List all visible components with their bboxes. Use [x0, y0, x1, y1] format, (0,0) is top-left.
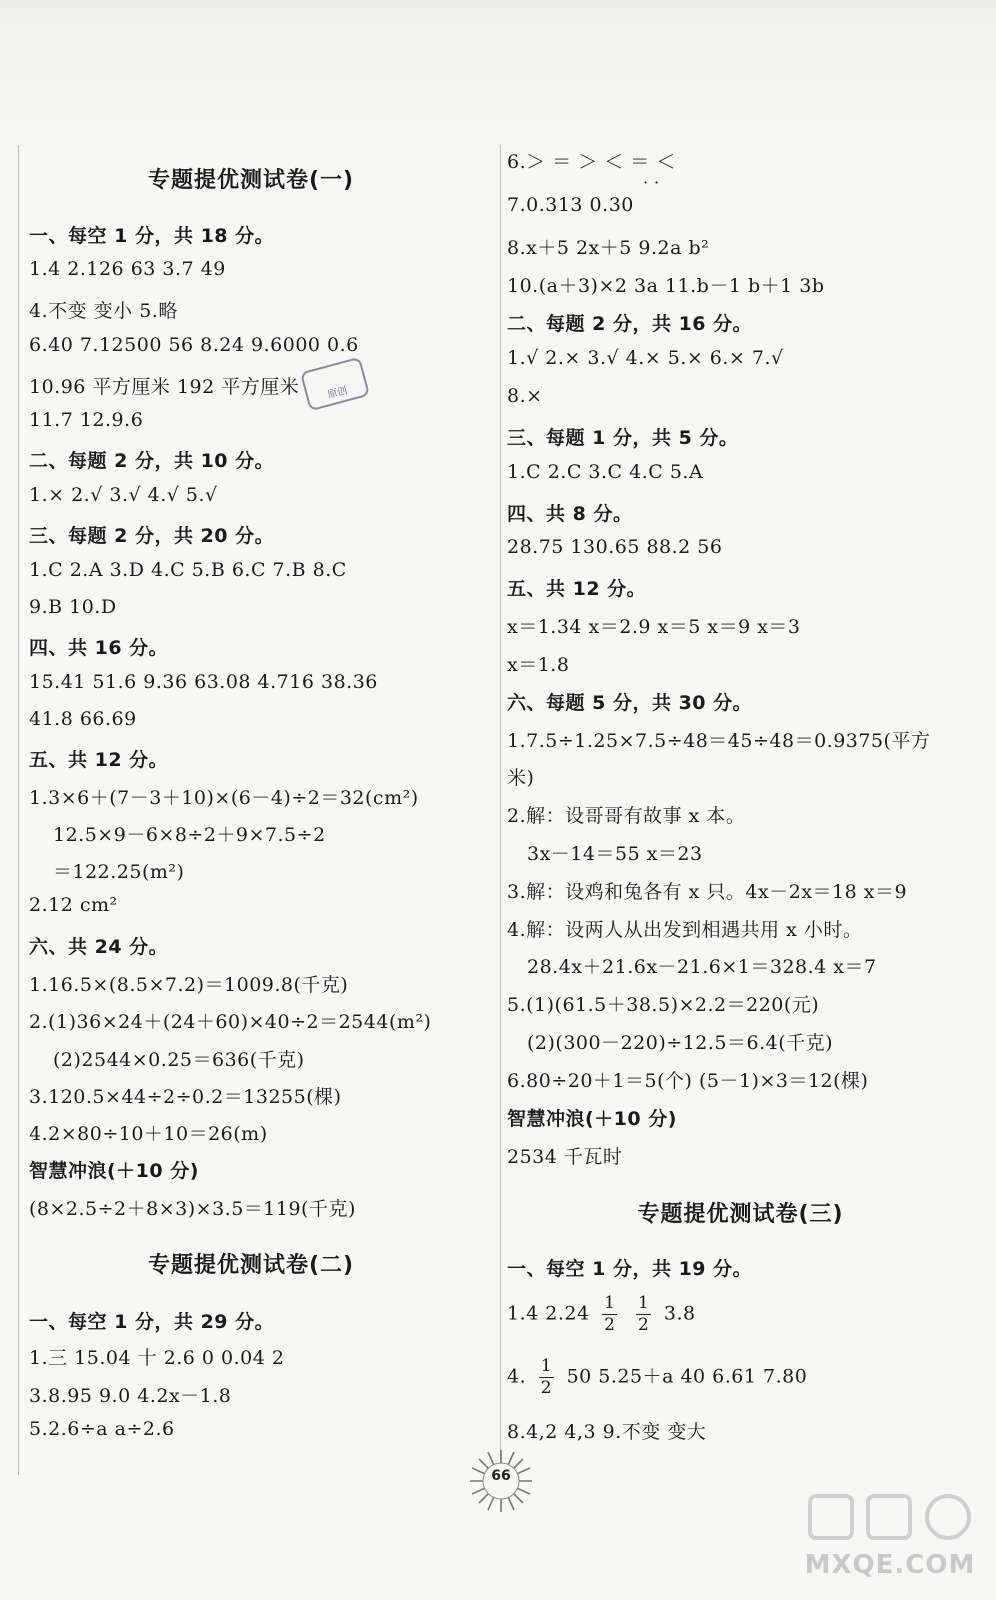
fraction: $\frac{1}{2}$	[637, 1293, 650, 1335]
heading-part6: 六、共 24 分。	[29, 936, 169, 958]
watermark-logo	[790, 1490, 990, 1595]
heading-part3: 三、每题 1 分，共 5 分。	[507, 427, 739, 449]
answer-line: 1.C 2.C 3.C 4.C 5.A	[507, 461, 704, 483]
answer-line: (2)2544×0.25＝636(千克)	[53, 1049, 305, 1071]
watermark-icon	[790, 1490, 990, 1550]
answer-line: 4.2×80÷10＋10＝26(m)	[29, 1123, 268, 1145]
answer-line-with-fractions: 1.4 2.24 $\frac{1}{2}$ $\frac{1}{2}$ 3.8	[507, 1293, 696, 1335]
section-title-2: 专题提优测试卷(二)	[147, 1253, 355, 1278]
answer-line: 1.4 2.126 63 3.7 49	[29, 258, 226, 280]
answer-line: 米)	[507, 767, 535, 789]
answer-line: 1.× 2.√ 3.√ 4.√ 5.√	[29, 484, 218, 506]
stamp: 原创	[300, 357, 370, 412]
repeating-decimal-dot: ·	[654, 173, 660, 192]
fraction: $\frac{1}{2}$	[604, 1293, 616, 1335]
answer-line: 8.4,2 4,3 9.不变 变大	[507, 1421, 707, 1443]
heading-part2: 二、每题 2 分，共 16 分。	[507, 313, 753, 335]
section-title-3: 专题提优测试卷(三)	[637, 1202, 844, 1227]
answer-line: 10.96 平方厘米 192 平方厘米	[29, 376, 300, 398]
answer-line: (2)(300－220)÷12.5＝6.4(千克)	[527, 1032, 834, 1054]
heading-part5: 五、共 12 分。	[507, 578, 647, 600]
answer-line: 1.√ 2.× 3.√ 4.× 5.× 6.× 7.√	[507, 347, 784, 369]
watermark-text: MXQE.COM	[804, 1550, 976, 1580]
answer-line: 5.2.6÷a a÷2.6	[29, 1418, 175, 1440]
answer-line: 15.41 51.6 9.36 63.08 4.716 38.36	[29, 671, 378, 693]
answer-line: 8.x＋5 2x＋5 9.2a b²	[507, 237, 710, 259]
answer-line: 3x－14＝55 x＝23	[527, 843, 703, 865]
page-number: 66	[491, 1468, 511, 1484]
answer-line: x＝1.34 x＝2.9 x＝5 x＝9 x＝3	[507, 616, 801, 638]
repeating-decimal-dot: ·	[643, 173, 649, 192]
answer-line: x＝1.8	[507, 654, 570, 676]
heading-part4: 四、共 16 分。	[29, 637, 169, 659]
heading-part1: 一、每空 1 分，共 19 分。	[507, 1258, 753, 1280]
heading-part4: 四、共 8 分。	[507, 503, 633, 525]
answer-line: 3.8.95 9.0 4.2x－1.8	[29, 1385, 232, 1407]
answer-line: 1.3×6＋(7－3＋10)×(6－4)÷2＝32(cm²)	[29, 787, 419, 809]
answer-line: 8.×	[507, 385, 543, 407]
section-title-1: 专题提优测试卷(一)	[147, 168, 355, 193]
answer-line: 1.三 15.04 十 2.6 0 0.04 2	[29, 1347, 285, 1369]
answer-line: 11.7 12.9.6	[29, 409, 144, 431]
answer-line: 1.C 2.A 3.D 4.C 5.B 6.C 7.B 8.C	[29, 559, 347, 581]
heading-part1: 一、每空 1 分，共 18 分。	[29, 225, 275, 247]
heading-part3: 三、每题 2 分，共 20 分。	[29, 525, 275, 547]
heading-part2: 二、每题 2 分，共 10 分。	[29, 450, 275, 472]
answer-line: 28.4x＋21.6x－21.6×1＝328.4 x＝7	[527, 956, 877, 978]
answer-line: 7.0.313 0.30	[507, 194, 634, 216]
answer-line: 2.解：设哥哥有故事 x 本。	[507, 805, 746, 827]
left-column	[18, 145, 483, 1475]
answer-line: 1.7.5÷1.25×7.5÷48＝45÷48＝0.9375(平方	[507, 730, 931, 752]
answer-line: 2534 千瓦时	[507, 1146, 623, 1168]
answer-line: (8×2.5÷2＋8×3)×3.5＝119(千克)	[29, 1198, 356, 1220]
answer-line: 10.(a＋3)×2 3a 11.b－1 b＋1 3b	[507, 275, 825, 297]
answer-line: 6.40 7.12500 56 8.24 9.6000 0.6	[29, 334, 359, 356]
scan-top-band	[0, 0, 996, 120]
answer-line: 5.(1)(61.5＋38.5)×2.2＝220(元)	[507, 994, 820, 1016]
answer-line: 2.12 cm²	[29, 894, 118, 916]
heading-part5: 五、共 12 分。	[29, 749, 169, 771]
fraction: $\frac{1}{2}$	[540, 1356, 553, 1398]
answer-line: 9.B 10.D	[29, 596, 117, 618]
answer-line: 1.16.5×(8.5×7.2)＝1009.8(千克)	[29, 974, 349, 996]
page-number-badge	[468, 1448, 534, 1514]
answer-line: ＝122.25(m²)	[53, 861, 185, 883]
answer-line: 41.8 66.69	[29, 708, 137, 730]
heading-bonus: 智慧冲浪(＋10 分)	[29, 1160, 199, 1182]
right-column	[500, 145, 980, 1475]
answer-line: 3.120.5×44÷2÷0.2＝13255(棵)	[29, 1086, 342, 1108]
answer-line: 4.不变 变小 5.略	[29, 300, 178, 322]
answer-line: 28.75 130.65 88.2 56	[507, 536, 723, 558]
answer-line: 6.80÷20＋1＝5(个) (5－1)×3＝12(棵)	[507, 1070, 869, 1092]
answer-line: 2.(1)36×24＋(24＋60)×40÷2＝2544(m²)	[29, 1011, 432, 1033]
heading-part6: 六、每题 5 分，共 30 分。	[507, 692, 753, 714]
answer-line: 4.解：设两人从出发到相遇共用 x 小时。	[507, 919, 863, 941]
heading-bonus: 智慧冲浪(＋10 分)	[507, 1108, 677, 1130]
answer-line: 3.解：设鸡和兔各有 x 只。4x－2x＝18 x＝9	[507, 881, 908, 903]
heading-part1: 一、每空 1 分，共 29 分。	[29, 1311, 275, 1333]
answer-line-with-fractions: 4. $\frac{1}{2}$ 50 5.25＋a 40 6.61 7.80	[507, 1356, 808, 1398]
answer-line: 6.＞ ＝ ＞ ＜ ＝ ＜	[507, 151, 676, 173]
answer-line: 12.5×9－6×8÷2＋9×7.5÷2	[53, 824, 326, 846]
